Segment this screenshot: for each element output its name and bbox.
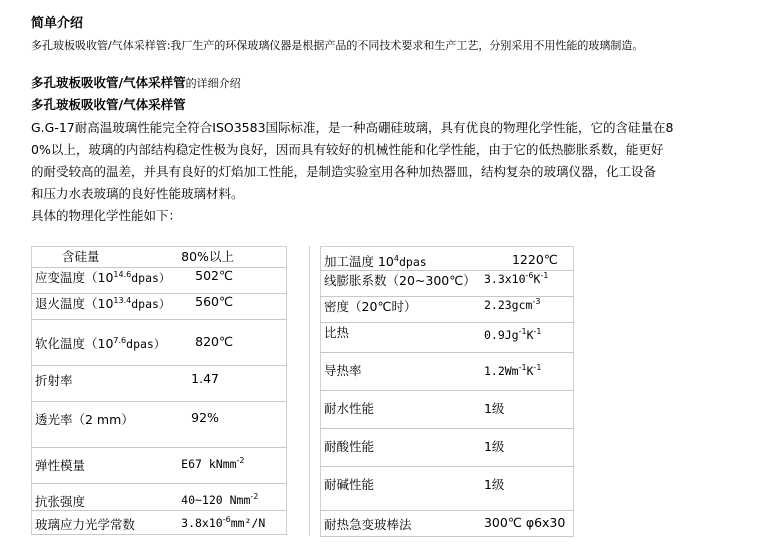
- table-row: [32, 247, 287, 268]
- table-row: [32, 366, 287, 402]
- sub-heading: 多孔玻板吸收管/气体采样管: [31, 97, 186, 112]
- property-value: [181, 448, 286, 484]
- superscript: -1: [533, 363, 542, 372]
- property-value-part: 40~120 Nmm: [181, 493, 251, 507]
- property-name: 透光率（2 mm）: [32, 402, 182, 448]
- property-value: 92%: [181, 402, 286, 448]
- property-name: 耐水性能: [321, 391, 484, 429]
- table-divider: [309, 246, 310, 536]
- property-value-part: E67 kNmm: [181, 457, 237, 471]
- property-value-part: K: [526, 328, 534, 342]
- property-name: 耐碱性能: [321, 467, 484, 511]
- superscript: -1: [518, 327, 527, 336]
- table-row: [321, 297, 574, 323]
- detail-heading: [31, 73, 241, 91]
- superscript: -1: [518, 363, 527, 372]
- property-value-part: 1.2Wm: [483, 364, 519, 378]
- property-name-part: 加工温度 10: [324, 254, 394, 269]
- superscript: 7.6: [113, 336, 127, 345]
- table-row: [321, 353, 574, 391]
- property-name: [32, 294, 182, 320]
- table-row: [32, 448, 287, 484]
- property-value-part: 3.3x10: [483, 272, 526, 286]
- property-name-part: 应变温度（10: [35, 270, 114, 285]
- property-value-part: K: [533, 272, 541, 286]
- property-value-part: 0.9Jg: [483, 328, 519, 342]
- property-value: [484, 323, 574, 353]
- superscript: -2: [250, 492, 259, 501]
- property-value-part: mm²/N: [230, 516, 266, 530]
- table-row: [32, 268, 287, 294]
- property-value: 502℃: [181, 268, 286, 294]
- table-row: [321, 429, 574, 467]
- properties-table-right: [320, 246, 574, 537]
- superscript: 13.4: [113, 296, 132, 305]
- property-value: [484, 297, 574, 323]
- property-name: 折射率: [32, 366, 182, 402]
- property-value: [181, 511, 286, 535]
- paragraph-line: G.G-17耐高温玻璃性能完全符合ISO3583国际标准，是一种高硼硅玻璃，具有优良的物理化学性能，它的含硅量在8: [31, 120, 674, 135]
- property-name: 弹性模量: [32, 448, 182, 484]
- table-row: [321, 467, 574, 511]
- paragraph-line: 0%以上，玻璃的内部结构稳定性极为良好，因而具有较好的机械性能和化学性能，由于它的低热膨胀系数，能更好: [31, 142, 664, 157]
- table-row: [321, 271, 574, 297]
- paragraph-line: 和压力水表玻璃的良好性能玻璃材料。: [31, 186, 244, 201]
- page-title: 简单介绍: [31, 16, 84, 31]
- table-row: [321, 323, 574, 353]
- property-value: 1级: [484, 467, 574, 511]
- property-name: 玻璃应力光学常数: [32, 511, 182, 535]
- property-name: 导热率: [321, 353, 484, 391]
- table-row: [321, 391, 574, 429]
- paragraph-line: 具体的物理化学性能如下：: [31, 208, 182, 223]
- detail-heading-product: 多孔玻板吸收管/气体采样管: [31, 75, 186, 90]
- table-row: [32, 484, 287, 511]
- table-row: [32, 402, 287, 448]
- property-value-part: 3.8x10: [181, 516, 223, 530]
- property-name: 线膨胀系数（20~300℃）: [321, 271, 484, 297]
- intro-text: 多孔玻板吸收管/气体采样管:我厂生产的环保玻璃仪器是根据产品的不同技术要求和生产工艺，分别采用不用性能的玻璃制造。: [31, 39, 644, 52]
- property-value: 1220℃: [484, 247, 574, 271]
- property-value: 300℃ φ6x30: [484, 511, 574, 537]
- property-value: 1级: [484, 391, 574, 429]
- superscript: -3: [532, 297, 541, 306]
- paragraph-line: 的耐受较高的温差，并具有良好的灯焰加工性能，是制造实验室用各种加热器皿，结构复杂的玻璃仪器，化工设备: [31, 164, 657, 179]
- property-name: 密度（20℃时）: [321, 297, 484, 323]
- description-paragraph: [31, 117, 747, 227]
- property-name-part: dpas）: [126, 337, 166, 351]
- property-name: [32, 268, 182, 294]
- table-row: [32, 294, 287, 320]
- table-row: [321, 247, 574, 271]
- property-name: 耐热急变玻棒法: [321, 511, 484, 537]
- properties-table-left: [31, 246, 287, 535]
- superscript: 4: [393, 254, 399, 263]
- property-name: 含硅量: [32, 247, 182, 268]
- superscript: -2: [236, 456, 245, 465]
- property-value: 560℃: [181, 294, 286, 320]
- superscript: -6: [525, 271, 534, 280]
- property-name: [32, 320, 182, 366]
- property-value: 820℃: [181, 320, 286, 366]
- property-value-part: 2.23gcm: [483, 298, 533, 312]
- property-value: 80%以上: [181, 247, 286, 268]
- property-name-part: dpas）: [131, 297, 171, 311]
- table-row: [32, 320, 287, 366]
- property-name: 耐酸性能: [321, 429, 484, 467]
- table-row: [32, 511, 287, 535]
- property-name: [321, 247, 484, 271]
- property-name-part: 软化温度（10: [35, 336, 114, 351]
- property-name-part: dpas）: [131, 271, 171, 285]
- superscript: -1: [540, 271, 549, 280]
- property-name-part: 退火温度（10: [35, 296, 114, 311]
- property-name-part: dpas: [398, 255, 427, 269]
- property-value: [484, 271, 574, 297]
- property-value: 1级: [484, 429, 574, 467]
- detail-heading-suffix: 的详细介绍: [185, 77, 241, 90]
- property-name: 抗张强度: [32, 484, 182, 511]
- property-value: 1.47: [181, 366, 286, 402]
- superscript: 14.6: [113, 270, 132, 279]
- property-value: [181, 484, 286, 511]
- superscript: -6: [222, 515, 231, 524]
- property-value: [484, 353, 574, 391]
- property-value-part: K: [526, 364, 534, 378]
- superscript: -1: [533, 327, 542, 336]
- property-name: 比热: [321, 323, 484, 353]
- table-row: [321, 511, 574, 537]
